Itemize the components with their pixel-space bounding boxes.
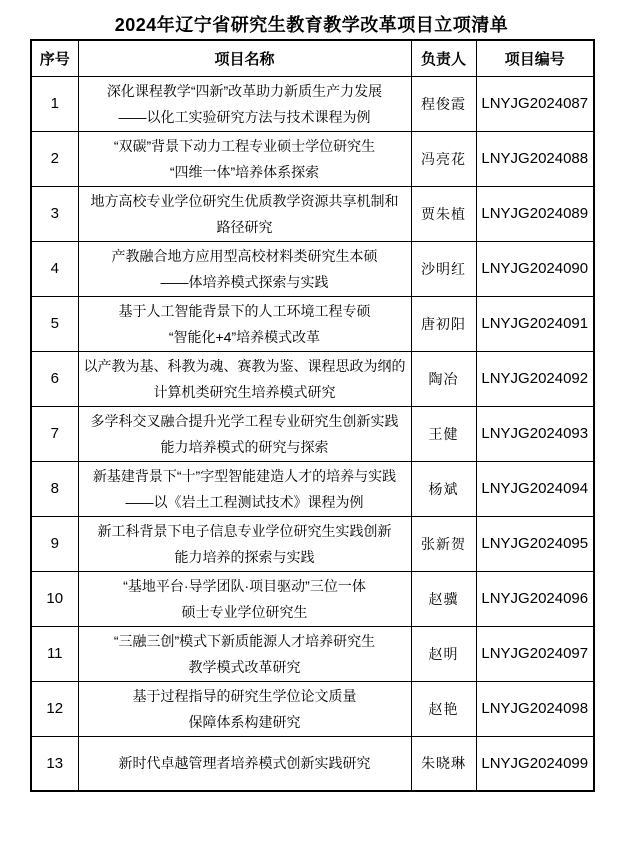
header-project-code: 项目编号 [476,40,594,76]
serial-number-cell: 9 [31,516,78,571]
header-project-name: 项目名称 [78,40,411,76]
project-name-line-1: 地方高校专业学位研究生优质教学资源共享机制和 [90,192,399,209]
project-name-line-2: ——以《岩土工程测试技术》课程为例 [125,493,364,510]
projects-table [30,39,595,792]
project-code-cell: LNYJG2024096 [476,571,594,626]
project-name-cell [78,406,411,461]
serial-number-cell: 4 [31,241,78,296]
project-name-line-2: 计算机类研究生培养模式研究 [153,383,336,400]
project-name-line-2: “四维一体”培养体系探索 [169,163,320,180]
project-code-cell: LNYJG2024089 [476,186,594,241]
project-code-cell: LNYJG2024098 [476,681,594,736]
project-name-line-2: ——体培养模式探索与实践 [160,273,329,290]
project-name-cell [78,626,411,681]
project-name-line-1: “三融三创”模式下新质能源人才培养研究生 [113,632,376,649]
project-code-cell: LNYJG2024087 [476,76,594,131]
table-row [31,406,594,461]
project-code-cell: LNYJG2024091 [476,296,594,351]
project-name-line-1: 多学科交叉融合提升光学工程专业研究生创新实践 [90,412,399,429]
leader-cell: 沙明红 [411,241,476,296]
table-row [31,296,594,351]
project-code-cell: LNYJG2024093 [476,406,594,461]
leader-cell: 冯亮花 [411,131,476,186]
table-row [31,516,594,571]
project-code-cell: LNYJG2024099 [476,736,594,791]
project-code-cell: LNYJG2024097 [476,626,594,681]
project-name-cell [78,76,411,131]
table-row [31,736,594,791]
project-name-line-2: 硕士专业学位研究生 [181,603,308,620]
table-body [31,76,594,791]
header-serial-number: 序号 [31,40,78,76]
table-row [31,186,594,241]
project-name-line-2: 能力培养模式的研究与探索 [160,438,329,455]
serial-number-cell: 10 [31,571,78,626]
project-name-cell [78,241,411,296]
project-name-line-1: 新工科背景下电子信息专业学位研究生实践创新 [97,522,392,539]
table-row [31,571,594,626]
project-name-line-2: “智能化+4”培养模式改革 [168,328,321,345]
table-row [31,461,594,516]
project-name-line-2: 教学模式改革研究 [188,658,301,675]
table-row [31,681,594,736]
leader-cell: 王健 [411,406,476,461]
project-name-cell [78,351,411,406]
project-code-cell: LNYJG2024092 [476,351,594,406]
leader-cell: 程俊霞 [411,76,476,131]
leader-cell: 赵明 [411,626,476,681]
leader-cell: 杨斌 [411,461,476,516]
project-code-cell: LNYJG2024088 [476,131,594,186]
project-name-cell [78,461,411,516]
serial-number-cell: 12 [31,681,78,736]
project-name-line-1: 产教融合地方应用型高校材料类研究生本硕 [111,247,378,264]
leader-cell: 朱晓琳 [411,736,476,791]
serial-number-cell: 6 [31,351,78,406]
project-code-cell: LNYJG2024094 [476,461,594,516]
table-row [31,76,594,131]
serial-number-cell: 5 [31,296,78,351]
leader-cell: 赵艳 [411,681,476,736]
project-code-cell: LNYJG2024090 [476,241,594,296]
leader-cell: 唐初阳 [411,296,476,351]
table-row [31,351,594,406]
project-name-line-2: ——以化工实验研究方法与技术课程为例 [118,108,371,125]
leader-cell: 赵骥 [411,571,476,626]
project-name-line-1: 新时代卓越管理者培养模式创新实践研究 [118,755,371,772]
serial-number-cell: 3 [31,186,78,241]
project-name-cell [78,296,411,351]
project-name-cell [78,131,411,186]
header-leader: 负责人 [411,40,476,76]
project-name-line-2: 保障体系构建研究 [188,713,301,730]
serial-number-cell: 1 [31,76,78,131]
project-name-cell [78,186,411,241]
project-name-line-1: 以产教为基、科教为魂、赛教为鉴、课程思政为纲的 [83,357,406,374]
project-name-line-2: 路径研究 [216,218,273,235]
leader-cell: 贾朱植 [411,186,476,241]
project-name-cell [78,681,411,736]
serial-number-cell: 2 [31,131,78,186]
project-name-line-1: 基于人工智能背景下的人工环境工程专硕 [118,302,371,319]
table-row [31,131,594,186]
project-code-cell: LNYJG2024095 [476,516,594,571]
leader-cell: 张新贺 [411,516,476,571]
table-row [31,626,594,681]
table-header-row [31,40,594,76]
project-name-cell [78,516,411,571]
page-title: 2024年辽宁省研究生教育教学改革项目立项清单 [114,15,509,35]
project-name-cell [78,571,411,626]
leader-cell: 陶冶 [411,351,476,406]
project-name-line-1: 新基建背景下“十”字型智能建造人才的培养与实践 [92,467,397,484]
table-row [31,241,594,296]
project-name-line-2: 能力培养的探索与实践 [174,548,315,565]
project-name-line-1: “基地平台·导学团队·项目驱动”三位一体 [123,577,366,594]
serial-number-cell: 8 [31,461,78,516]
serial-number-cell: 7 [31,406,78,461]
project-name-line-1: “双碳”背景下动力工程专业硕士学位研究生 [113,137,376,154]
project-name-cell [78,736,411,791]
project-name-line-1: 基于过程指导的研究生学位论文质量 [132,687,357,704]
project-name-line-1: 深化课程教学“四新”改革助力新质生产力发展 [106,82,383,99]
serial-number-cell: 11 [31,626,78,681]
serial-number-cell: 13 [31,736,78,791]
